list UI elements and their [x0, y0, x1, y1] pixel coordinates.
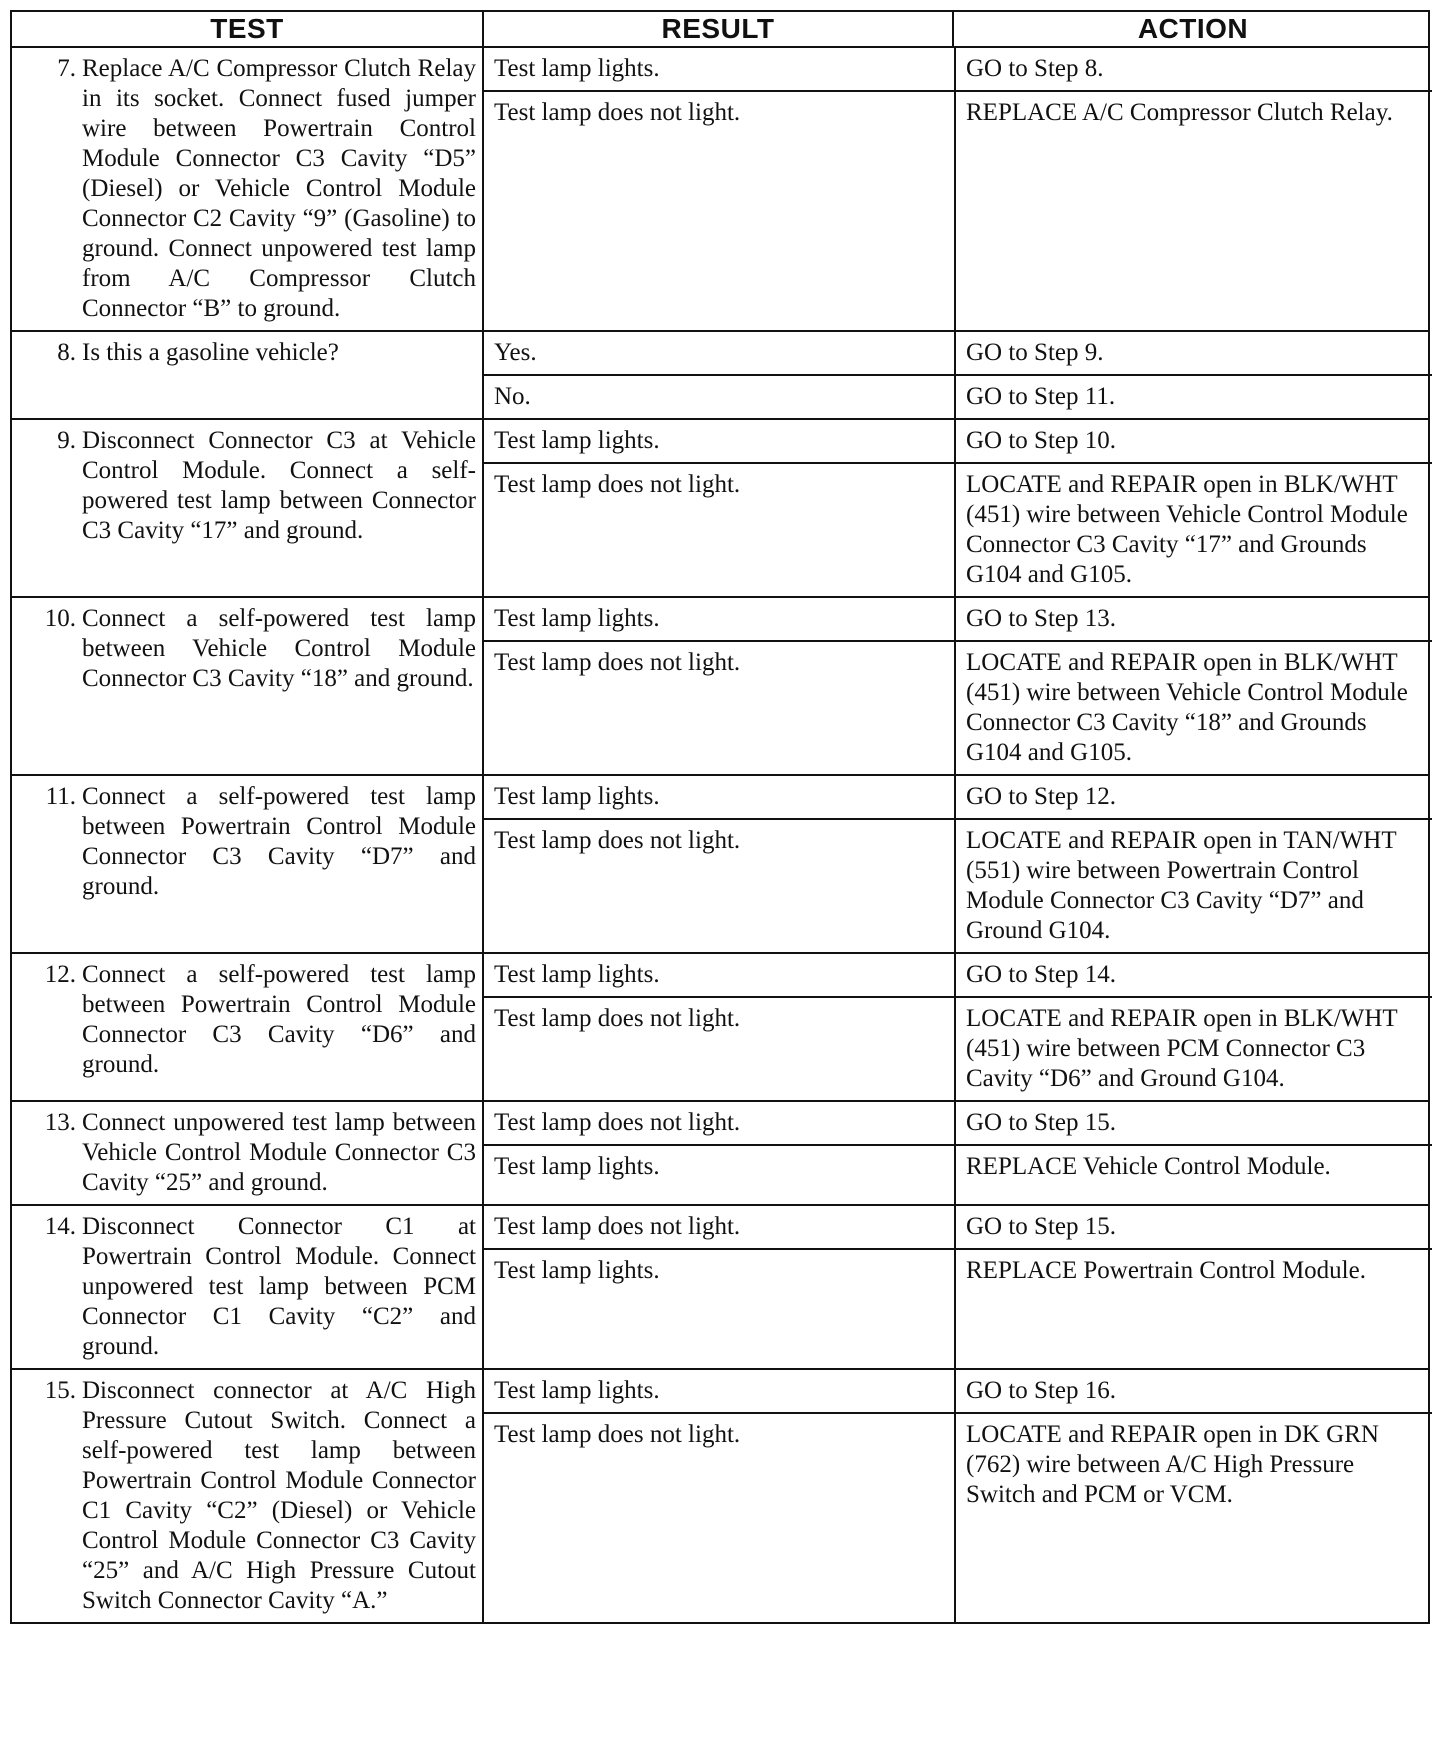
result-cell: No. — [494, 383, 531, 410]
step-test-text: Disconnect Connector C1 at Powertrain Control Module. Connect unpowered test lamp between PCM Connector C1 Cavity “C2” and ground. — [82, 1213, 476, 1360]
outcome-row — [484, 598, 1432, 640]
outcome-row — [484, 420, 1432, 462]
action-cell: GO to Step 14. — [954, 954, 1434, 996]
outcome-row — [484, 1144, 1432, 1204]
test-cell — [12, 1370, 482, 1622]
outcome-row — [484, 640, 1432, 774]
step-row — [10, 1370, 1430, 1624]
step-test-text: Connect a self-powered test lamp between Powertrain Control Module Connector C3 Cavity “D7” and ground. — [82, 783, 476, 900]
result-cell: Test lamp lights. — [494, 961, 660, 988]
result-cell: Test lamp does not light. — [494, 471, 741, 498]
action-cell: GO to Step 13. — [954, 598, 1434, 640]
step-test-text: Connect unpowered test lamp between Vehicle Control Module Connector C3 Cavity “25” and ground. — [82, 1109, 476, 1196]
outcome-row — [484, 90, 1432, 330]
result-cell: Test lamp lights. — [494, 1377, 660, 1404]
step-number: 10. — [44, 605, 76, 632]
step-number: 11. — [45, 783, 76, 810]
result-cell: Test lamp does not light. — [494, 1421, 741, 1448]
outcome-row — [484, 48, 1432, 90]
action-cell: GO to Step 9. — [954, 332, 1434, 374]
action-cell: GO to Step 12. — [954, 776, 1434, 818]
outcome-row — [484, 818, 1432, 952]
outcome-row — [484, 954, 1432, 996]
outcome-row — [484, 1248, 1432, 1368]
header-test: TEST — [210, 13, 284, 44]
action-cell: LOCATE and REPAIR open in TAN/WHT (551) wire between Powertrain Control Module Connector C3 Cavity “D7” and Ground G104. — [954, 820, 1434, 952]
action-cell: GO to Step 11. — [954, 376, 1434, 418]
step-row — [10, 420, 1430, 598]
step-row — [10, 1102, 1430, 1206]
test-cell — [12, 1102, 482, 1204]
step-number: 15. — [44, 1377, 76, 1404]
action-cell: REPLACE A/C Compressor Clutch Relay. — [954, 92, 1434, 330]
step-test-text: Is this a gasoline vehicle? — [82, 339, 339, 366]
action-cell: GO to Step 15. — [954, 1102, 1434, 1144]
test-cell — [12, 954, 482, 1100]
table-header — [10, 10, 1430, 48]
result-cell: Yes. — [494, 339, 537, 366]
outcomes — [482, 1206, 1432, 1368]
result-cell: Test lamp does not light. — [494, 1213, 741, 1240]
outcome-row — [484, 776, 1432, 818]
outcomes — [482, 1102, 1432, 1204]
step-row — [10, 776, 1430, 954]
action-cell: REPLACE Vehicle Control Module. — [954, 1146, 1434, 1204]
step-test-text: Connect a self-powered test lamp between Powertrain Control Module Connector C3 Cavity “D6” and ground. — [82, 961, 476, 1078]
action-cell: REPLACE Powertrain Control Module. — [954, 1250, 1434, 1368]
result-cell: Test lamp lights. — [494, 783, 660, 810]
outcome-row — [484, 1370, 1432, 1412]
result-cell: Test lamp does not light. — [494, 1005, 741, 1032]
test-cell — [12, 48, 482, 330]
outcomes — [482, 48, 1432, 330]
table-body — [10, 48, 1430, 1624]
result-cell: Test lamp lights. — [494, 1257, 660, 1284]
outcomes — [482, 332, 1432, 418]
result-cell: Test lamp lights. — [494, 1153, 660, 1180]
result-cell: Test lamp does not light. — [494, 649, 741, 676]
step-number: 12. — [44, 961, 76, 988]
outcome-row — [484, 462, 1432, 596]
outcome-row — [484, 1102, 1432, 1144]
outcomes — [482, 954, 1432, 1100]
step-number: 9. — [57, 427, 76, 454]
outcome-row — [484, 1206, 1432, 1248]
action-cell: GO to Step 8. — [954, 48, 1434, 90]
outcomes — [482, 420, 1432, 596]
outcome-row — [484, 332, 1432, 374]
step-number: 8. — [57, 339, 76, 366]
result-cell: Test lamp lights. — [494, 427, 660, 454]
step-row — [10, 954, 1430, 1102]
outcomes — [482, 1370, 1432, 1622]
test-cell — [12, 420, 482, 596]
header-result: RESULT — [482, 12, 952, 46]
diagnostic-table — [10, 10, 1430, 1624]
outcomes — [482, 776, 1432, 952]
outcome-row — [484, 996, 1432, 1100]
result-cell: Test lamp does not light. — [494, 1109, 741, 1136]
header-action: ACTION — [952, 12, 1432, 46]
result-cell: Test lamp does not light. — [494, 827, 741, 854]
step-row — [10, 332, 1430, 420]
test-cell — [12, 598, 482, 774]
result-cell: Test lamp lights. — [494, 55, 660, 82]
test-cell — [12, 776, 482, 952]
step-row — [10, 1206, 1430, 1370]
action-cell: GO to Step 15. — [954, 1206, 1434, 1248]
outcome-row — [484, 374, 1432, 418]
result-cell: Test lamp lights. — [494, 605, 660, 632]
action-cell: GO to Step 10. — [954, 420, 1434, 462]
outcomes — [482, 598, 1432, 774]
outcome-row — [484, 1412, 1432, 1622]
step-row — [10, 598, 1430, 776]
step-row — [10, 48, 1430, 332]
action-cell: LOCATE and REPAIR open in BLK/WHT (451) wire between Vehicle Control Module Connector C3 Cavity “18” and Grounds G104 and G105. — [954, 642, 1434, 774]
step-number: 14. — [44, 1213, 76, 1240]
action-cell: GO to Step 16. — [954, 1370, 1434, 1412]
test-cell — [12, 1206, 482, 1368]
step-test-text: Disconnect connector at A/C High Pressure Cutout Switch. Connect a self-powered test lamp between Powertrain Control Module Connector C1 Cavity “C2” (Diesel) or Vehicle Control Module Connector C3 Cavity “25” and A/C High Pressure Cutout Switch Connector Cavity “A.” — [82, 1377, 476, 1614]
action-cell: LOCATE and REPAIR open in BLK/WHT (451) wire between Vehicle Control Module Connector C3 Cavity “17” and Grounds G104 and G105. — [954, 464, 1434, 596]
test-cell — [12, 332, 482, 418]
action-cell: LOCATE and REPAIR open in BLK/WHT (451) wire between PCM Connector C3 Cavity “D6” and Ground G104. — [954, 998, 1434, 1100]
step-test-text: Disconnect Connector C3 at Vehicle Control Module. Connect a self-powered test lamp between Connector C3 Cavity “17” and ground. — [82, 427, 476, 544]
result-cell: Test lamp does not light. — [494, 99, 741, 126]
action-cell: LOCATE and REPAIR open in DK GRN (762) wire between A/C High Pressure Switch and PCM or VCM. — [954, 1414, 1434, 1622]
step-test-text: Replace A/C Compressor Clutch Relay in its socket. Connect fused jumper wire between Powertrain Control Module Connector C3 Cavity “D5” (Diesel) or Vehicle Control Module Connector C2 Cavity “9” (Gasoline) to ground. Connect unpowered test lamp from A/C Compressor Clutch Connector “B” to ground. — [82, 55, 476, 322]
step-number: 13. — [44, 1109, 76, 1136]
step-test-text: Connect a self-powered test lamp between Vehicle Control Module Connector C3 Cavity “18” and ground. — [82, 605, 476, 692]
step-number: 7. — [57, 55, 76, 82]
